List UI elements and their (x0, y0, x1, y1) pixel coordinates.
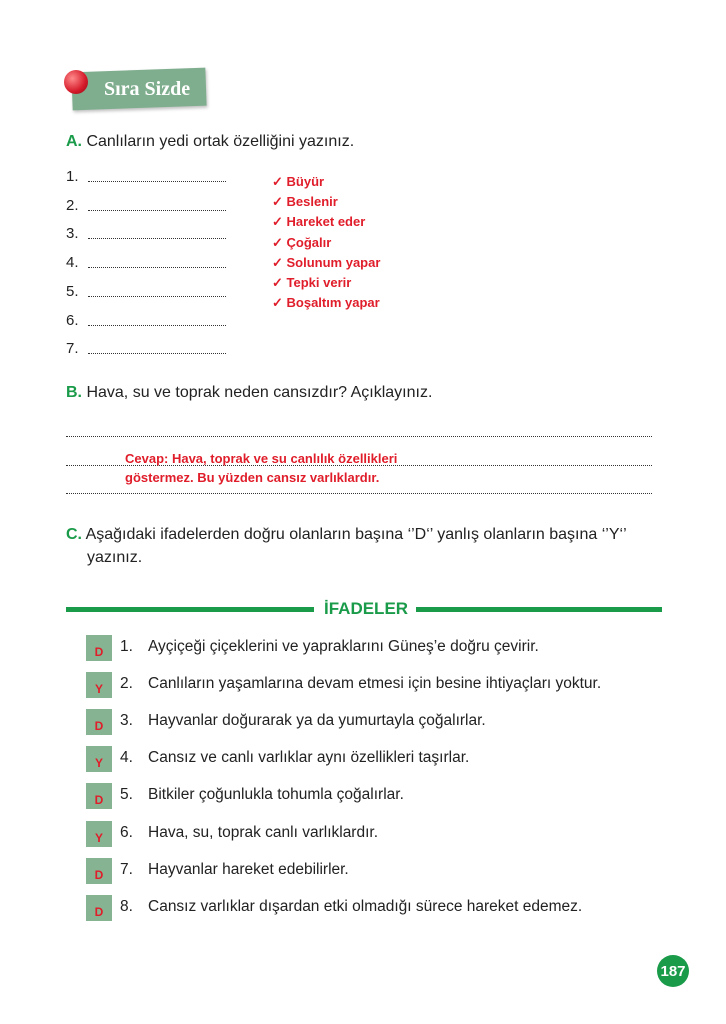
statement-number: 5. (120, 786, 133, 804)
answer-line[interactable] (66, 493, 652, 494)
question-c: C. Aşağıdaki ifadelerden doğru olanların başına ‘’D‘’ yanlış olanların başına ‘’Y‘’ (66, 526, 627, 543)
list-number: 1. (66, 168, 79, 185)
answer-blank[interactable] (88, 353, 226, 354)
answer-a-item: ✓ Tepki verir (272, 275, 352, 290)
list-number: 7. (66, 340, 79, 358)
answer-blank[interactable] (88, 325, 226, 326)
statement-text: Hayvanlar doğurarak ya da yumurtayla çoğalırlar. (148, 712, 486, 730)
divider (66, 607, 314, 612)
answer-a-item: ✓ Büyür (272, 174, 325, 189)
statement-number: 1. (120, 638, 133, 655)
answer-blank[interactable] (88, 210, 226, 211)
statement-text: Cansız varlıklar dışardan etki olmadığı sürece hareket edemez. (148, 897, 583, 915)
statement-text: Bitkiler çoğunlukla tohumla çoğalırlar. (148, 786, 404, 804)
answer-box[interactable]: D (86, 858, 112, 884)
answer-box[interactable]: D (86, 895, 112, 921)
statement-number: 2. (120, 675, 133, 693)
statement-number: 6. (120, 823, 133, 841)
answer-a-item: ✓ Çoğalır (272, 234, 332, 250)
badge-title: Sıra Sizde (104, 78, 191, 100)
answer-box[interactable]: D (86, 709, 112, 735)
answer-box[interactable]: Y (86, 821, 112, 847)
list-number: 4. (66, 254, 79, 272)
statement-text: Ayçiçeği çiçeklerini ve yapraklarını Güneş’e doğru çevirir. (148, 638, 539, 655)
answer-blank[interactable] (88, 181, 226, 182)
answer-box[interactable]: Y (86, 672, 112, 698)
page-number: 187 (657, 955, 689, 987)
statement-number: 4. (120, 749, 133, 767)
ifadeler-title: İFADELER (324, 599, 409, 618)
answer-blank[interactable] (88, 238, 226, 239)
answer-a-item: ✓ Beslenir (272, 194, 338, 210)
answer-blank[interactable] (88, 296, 226, 297)
statement-number: 7. (120, 860, 133, 878)
list-number: 3. (66, 225, 79, 243)
pushpin-icon (64, 70, 88, 94)
list-number: 5. (66, 282, 79, 300)
question-c-line2: yazınız. (87, 549, 143, 566)
answer-a-item: ✓ Solunum yapar (272, 254, 381, 270)
divider (416, 607, 662, 612)
statement-text: Cansız ve canlı varlıklar aynı özellikleri taşırlar. (148, 749, 470, 767)
answer-a-item: ✓ Boşaltım yapar (272, 295, 380, 311)
question-a: A. Canlıların yedi ortak özelliğini yazınız. (66, 133, 355, 150)
answer-box[interactable]: D (86, 783, 112, 809)
list-number: 6. (66, 311, 79, 329)
answer-b-line1: Cevap: Hava, toprak ve su canlılık özellikleri (125, 451, 398, 466)
statement-text: Canlıların yaşamlarına devam etmesi için besine ihtiyaçları yoktur. (148, 675, 602, 693)
statement-text: Hayvanlar hareket edebilirler. (148, 860, 349, 878)
answer-blank[interactable] (88, 267, 226, 268)
answer-box[interactable]: D (86, 635, 112, 661)
list-number: 2. (66, 196, 79, 214)
answer-box[interactable]: Y (86, 746, 112, 772)
statement-number: 8. (120, 897, 133, 915)
answer-line[interactable] (66, 436, 652, 437)
statement-text: Hava, su, toprak canlı varlıklardır. (148, 823, 379, 841)
statement-number: 3. (120, 712, 133, 730)
question-b: B. Hava, su ve toprak neden cansızdır? Açıklayınız. (66, 384, 433, 401)
answer-b-line2: göstermez. Bu yüzden cansız varlıklardır. (125, 470, 380, 485)
answer-a-item: ✓ Hareket eder (272, 214, 366, 230)
